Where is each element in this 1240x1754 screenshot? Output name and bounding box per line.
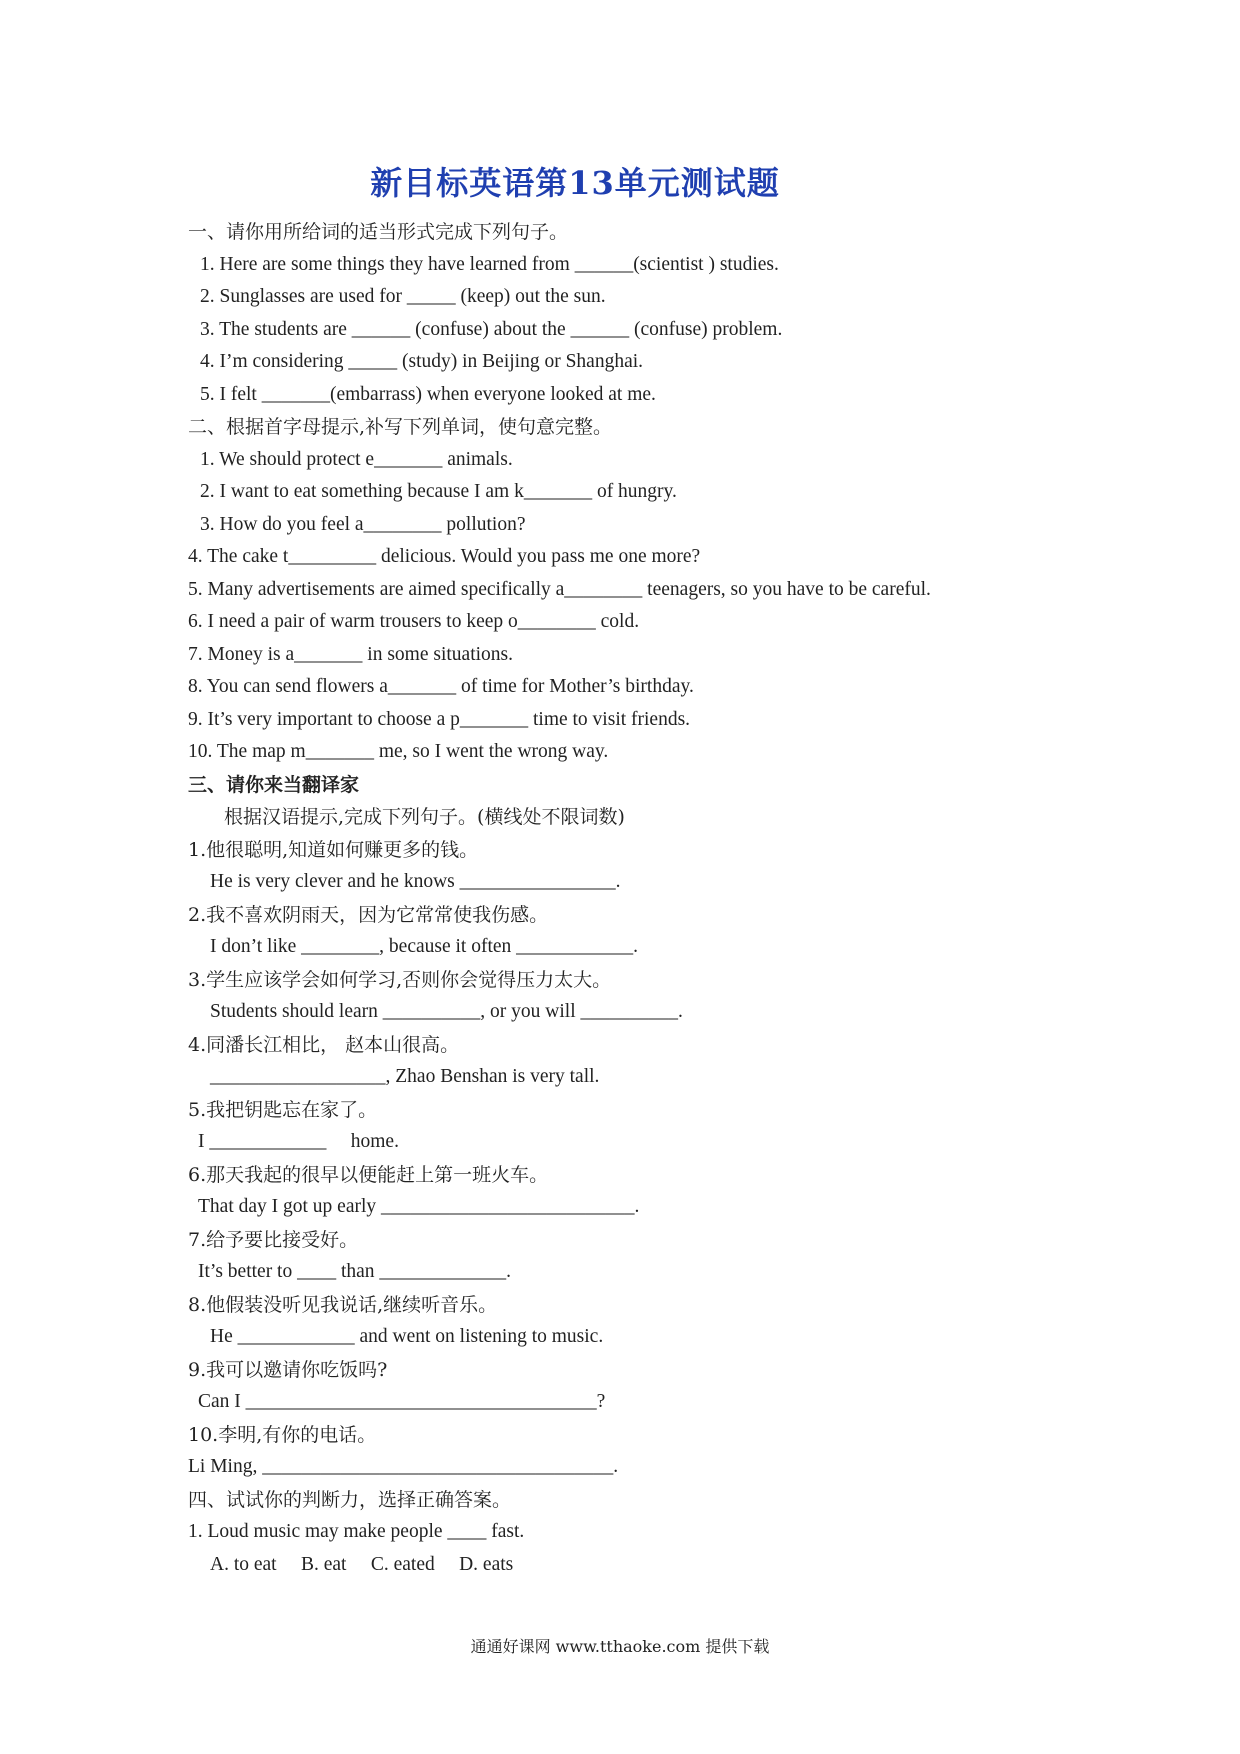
chinese-prompt: 8.他假装没听见我说话,继续听音乐。: [188, 1293, 498, 1316]
chinese-prompt: 5.我把钥匙忘在家了。: [188, 1098, 378, 1121]
page-footer: 通通好课网 www.tthaoke.com 提供下载: [470, 1637, 770, 1656]
chinese-prompt: 7.给予要比接受好。: [188, 1228, 359, 1251]
question-line: 2. I want to eat something because I am k_______ of hungry.: [200, 481, 677, 502]
section-four-heading: 四、试试你的判断力，选择正确答案。: [188, 1488, 512, 1511]
question-line: 3. How do you feel a________ pollution?: [200, 513, 526, 535]
question-line: 9. It’s very important to choose a p_______ time to visit friends.: [188, 708, 691, 730]
translation-line: Can I ____________________________________?: [198, 1391, 606, 1412]
question-line: 1. Loud music may make people ____ fast.: [188, 1521, 525, 1542]
answer-options: A. to eat B. eat C. eated D. eats: [210, 1553, 514, 1575]
chinese-prompt: 4.同潘长江相比， 赵本山很高。: [188, 1033, 460, 1056]
translation-line: Li Ming, ____________________________________.: [188, 1456, 619, 1477]
question-line: 4. I’m considering _____ (study) in Beijing or Shanghai.: [200, 351, 644, 372]
question-line: 2. Sunglasses are used for _____ (keep) out the sun.: [200, 286, 606, 307]
chinese-prompt: 9.我可以邀请你吃饭吗?: [188, 1358, 388, 1381]
translation-line: That day I got up early __________________________.: [198, 1196, 640, 1217]
question-line: 1. We should protect e_______ animals.: [200, 448, 513, 470]
section-two-heading: 二、根据首字母提示,补写下列单词，使句意完整。: [188, 416, 613, 438]
section-instruction: 根据汉语提示,完成下列句子。(横线处不限词数): [224, 806, 625, 828]
exercise-content: [188, 216, 1088, 1581]
section-one-heading: 一、请你用所给词的适当形式完成下列句子。: [188, 221, 569, 243]
chinese-prompt: 10.李明,有你的电话。: [188, 1423, 377, 1446]
question-line: 3. The students are ______ (confuse) about the ______ (confuse) problem.: [200, 318, 783, 340]
question-line: 8. You can send flowers a_______ of time for Mother’s birthday.: [188, 676, 694, 697]
question-line: 1. Here are some things they have learned from ______(scientist ) studies.: [200, 253, 779, 275]
question-line: 7. Money is a_______ in some situations.: [188, 643, 513, 665]
chinese-prompt: 3.学生应该学会如何学习,否则你会觉得压力太大。: [188, 968, 612, 991]
section-three-heading: 三、请你来当翻译家: [188, 773, 360, 796]
page-title: 新目标英语第13单元测试题: [370, 164, 780, 202]
question-line: 5. Many advertisements are aimed specifically a________ teenagers, so you have to be careful.: [188, 578, 931, 600]
translation-line: __________________, Zhao Benshan is very tall.: [210, 1066, 600, 1087]
question-line: 10. The map m_______ me, so I went the wrong way.: [188, 741, 609, 762]
chinese-prompt: 6.那天我起的很早以便能赶上第一班火车。: [188, 1163, 549, 1186]
question-line: 4. The cake t_________ delicious. Would you pass me one more?: [188, 546, 701, 567]
translation-line: He is very clever and he knows ________________.: [210, 871, 621, 892]
question-line: 5. I felt _______(embarrass) when everyone looked at me.: [200, 383, 656, 405]
translation-line: I ____________ home.: [198, 1131, 399, 1152]
chinese-prompt: 2.我不喜欢阴雨天，因为它常常使我伤感。: [188, 903, 549, 926]
question-line: 6. I need a pair of warm trousers to keep o________ cold.: [188, 611, 640, 632]
translation-line: Students should learn __________, or you will __________.: [210, 1001, 683, 1022]
translation-line: He ____________ and went on listening to music.: [210, 1326, 604, 1347]
chinese-prompt: 1.他很聪明,知道如何赚更多的钱。: [188, 838, 479, 861]
translation-line: It’s better to ____ than _____________.: [198, 1261, 512, 1282]
translation-line: I don’t like ________, because it often ____________.: [210, 936, 639, 957]
